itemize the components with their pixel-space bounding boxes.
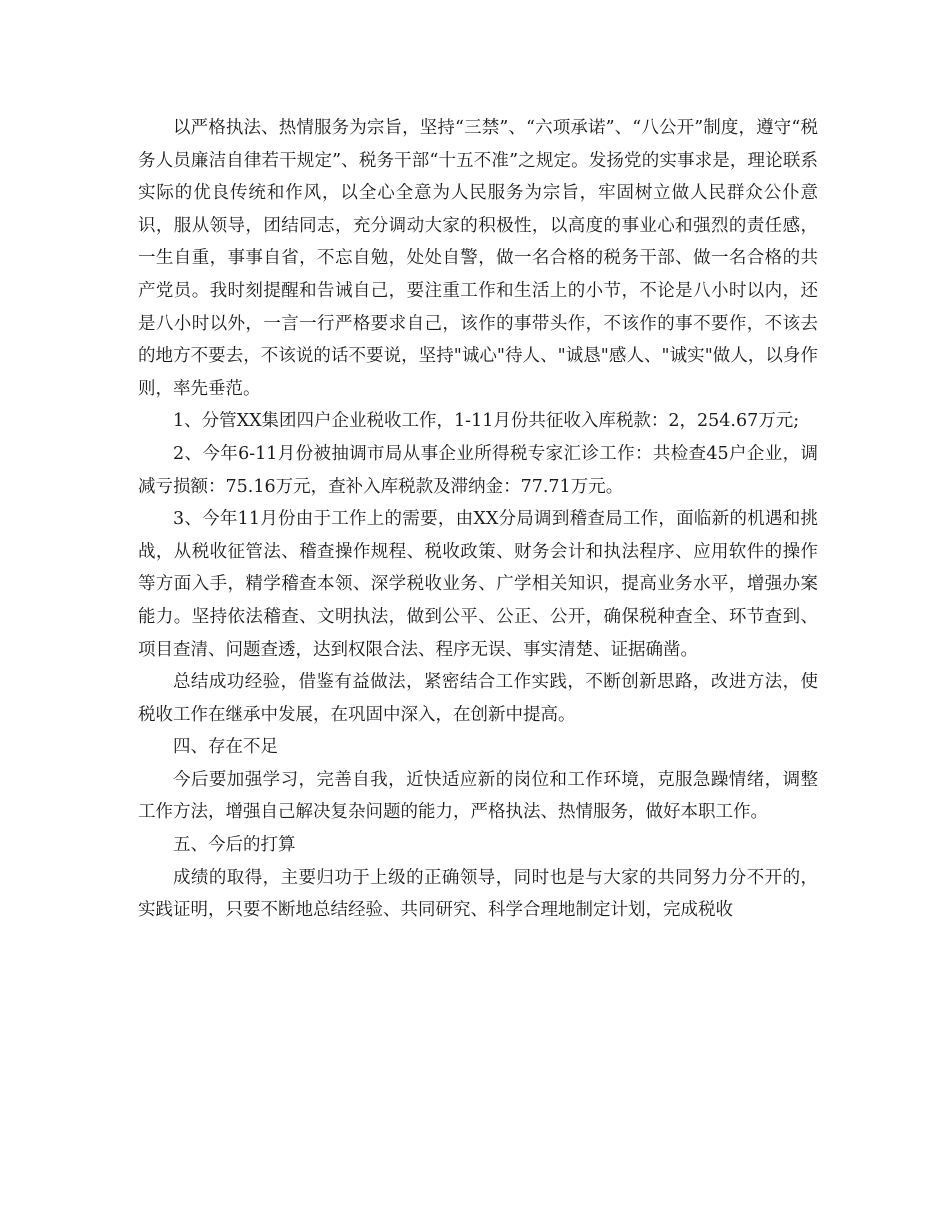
paragraph-item-3: 3、今年11月份由于工作上的需要，由XX分局调到稽查局工作，面临新的机遇和挑战，从税收征管法、稽查操作规程、税收政策、财务会计和执法程序、应用软件的操作等方面入手，精学稽查本领、深学税收业务、广学相关知识，提高业务水平，增强办案能力。坚持依法稽查、文明执法，做到公平、公正、公开，确保税种查全、环节查到、项目查清、问题查透，达到权限合法、程序无误、事实清楚、证据确凿。 xyxy=(138,509,818,660)
paragraph-conduct: 以严格执法、热情服务为宗旨，坚持“三禁”、“六项承诺”、“八公开”制度，遵守“税务人员廉洁自律若干规定”、税务干部“十五不准”之规定。发扬党的实事求是，理论联系实际的优良传统和作风，以全心全意为人民服务为宗旨，牢固树立做人民群众公仆意识，服从领导，团结同志，充分调动大家的积极性，以高度的事业心和强烈的责任感，一生自重，事事自省，不忘自勉，处处自警，做一名合格的税务干部、做一名合格的共产党员。我时刻提醒和告诫自己，要注重工作和生活上的小节，不论是八小时以内，还是八小时以外，一言一行严格要求自己，该作的事带头作，不该作的事不要作，不该去的地方不要去，不该说的话不要说，坚持"诚心"待人、"诚恳"感人、"诚实"做人，以身作则，率先垂范。 xyxy=(138,118,818,399)
paragraph-item-1: 1、分管XX集团四户企业税收工作，1-11月份共征收入库税款：2，254.67万元; xyxy=(173,411,800,432)
paragraph-plans: 成绩的取得，主要归功于上级的正确领导，同时也是与大家的共同努力分不开的，实践证明，只要不断地总结经验、共同研究、科学合理地制定计划，完成税收 xyxy=(138,867,818,921)
paragraph-item-2: 2、今年6-11月份被抽调市局从事企业所得税专家汇诊工作：共检查45户企业，调减亏损额：75.16万元，查补入库税款及滞纳金：77.71万元。 xyxy=(138,443,818,497)
section-heading-shortcomings: 四、存在不足 xyxy=(173,737,278,758)
paragraph-shortcomings: 今后要加强学习，完善自我，近快适应新的岗位和工作环境，克服急躁情绪，调整工作方法，增强自己解决复杂问题的能力，严格执法、热情服务，做好本职工作。 xyxy=(138,769,818,823)
document-body xyxy=(138,112,818,927)
paragraph-summary: 总结成功经验，借鉴有益做法，紧密结合工作实践，不断创新思路，改进方法，使税收工作在继承中发展，在巩固中深入，在创新中提高。 xyxy=(138,672,818,725)
section-heading-plans: 五、今后的打算 xyxy=(173,835,296,856)
